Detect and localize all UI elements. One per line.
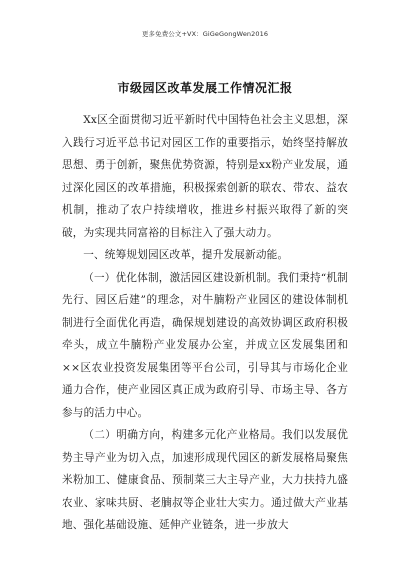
section-heading-1: 一、统筹规划园区改革，提升发展新动能。 [83,249,289,261]
document-title: 市级园区改革发展工作情况汇报 [117,81,293,95]
header-note: 更多免费公文+VX：GiGeGongWen2016 [141,30,269,38]
paragraph-intro: Xx区全面贯彻习近平新时代中国特色社会主义思想，深入践行习近平总书记对园区工作的重要指示，始终坚持解放思想、勇于创新，聚焦优势资源，特别是xx粉产业发展，通过深化园区的改革措施，积极探索创新的联农、带农、益农机制，推动了农户持续增收，推进乡村振兴取得了新的突破，为实现共同富裕的目标注入了强大动力。 [62,114,348,239]
paragraph-subsection-2: （二）明确方向，构建多元化产业格局。我们以发展优势主导产业为切入点，加速形成现代园区的新发展格局聚焦米粉加工、健康食品、预制菜三大主导产业，大力扶持九盛农业、家味共厨、老腩叔等企业壮大实力。通过做大产业基地、强化基础设施、延伸产业链条，进一步放大 [62,429,348,531]
paragraph-subsection-1: （一）优化体制，激活园区建设新机制。我们秉持“机制先行、园区后建”的理念，对牛腩粉产业园区的建设体制机制进行全面优化再造，确保规划建设的高效协调区政府积极牵头，成立牛腩粉产业发展办公室，并成立区发展集团和××区农业投资发展集团等平台公司，引导其与市场化企业通力合作，使产业园区真正成为政府引导、市场主导、各方参与的活力中心。 [62,271,348,419]
document-body [62,109,348,537]
